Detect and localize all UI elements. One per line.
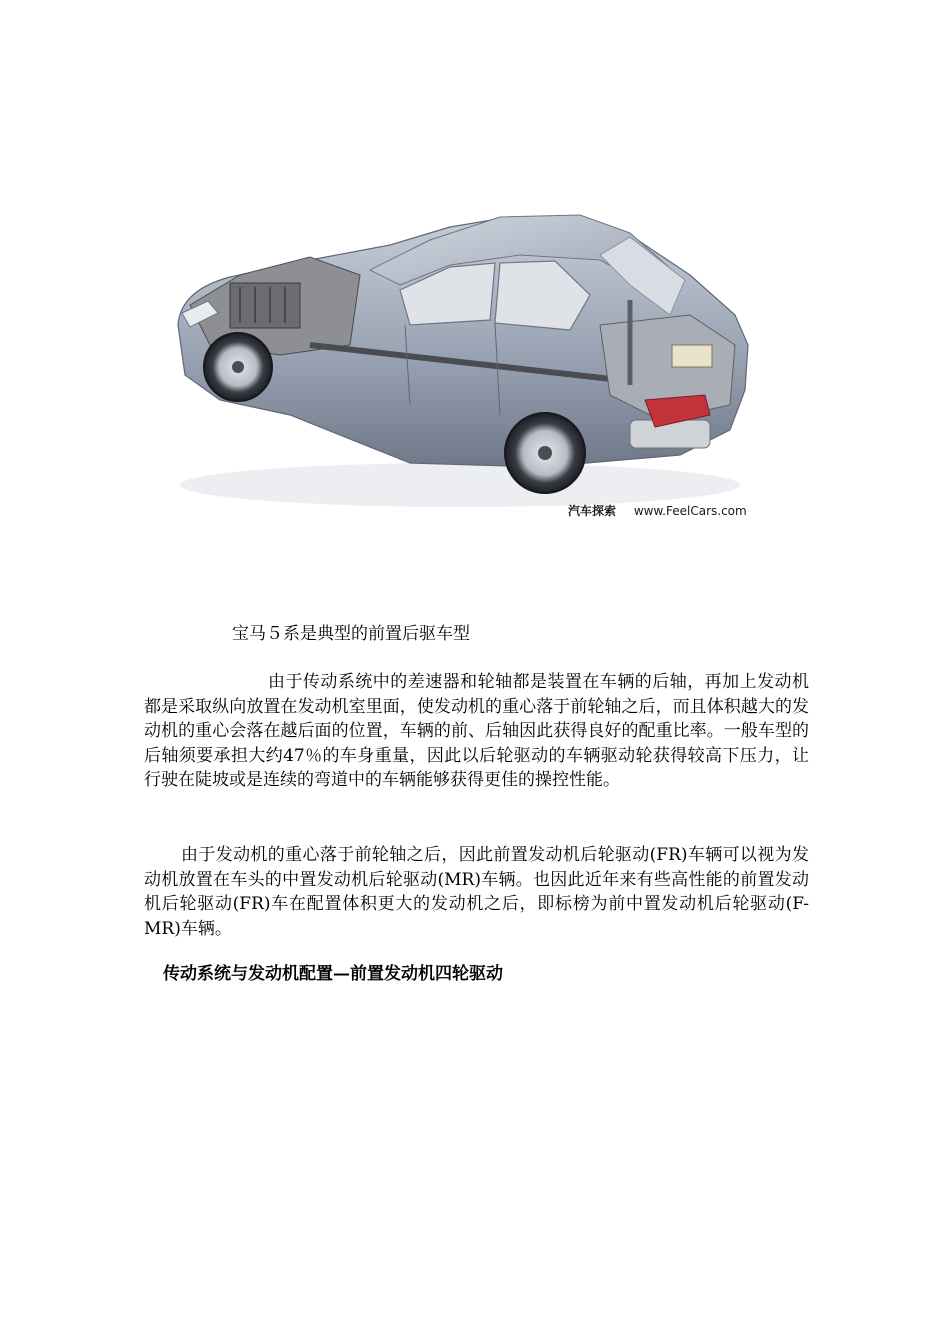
watermark-url: www.FeelCars.com bbox=[633, 504, 747, 518]
body-paragraph-1: 由于传动系统中的差速器和轮轴都是装置在车辆的后轴，再加上发动机都是采取纵向放置在发动机室里面，使发动机的重心落于前轮轴之后，而且体积越大的发动机的重心会落在越后面的位置，车辆的前、后轴因此获得良好的配重比率。一般车型的后轴须要承担大约47％的车身重量，因此以后轮驱动的车辆驱动轮获得较高下压力，让行驶在陡坡或是连续的弯道中的车辆能够获得更佳的操控性能。 bbox=[144, 672, 809, 791]
car-cutaway-figure bbox=[160, 205, 770, 525]
car-cutaway-illustration bbox=[160, 205, 770, 525]
section-heading: 传动系统与发动机配置—前置发动机四轮驱动 bbox=[163, 964, 503, 984]
ground-shadow bbox=[180, 463, 740, 507]
battery bbox=[672, 345, 712, 367]
figure-caption: 宝马５系是典型的前置后驱车型 bbox=[232, 624, 470, 644]
rear-wheel-hub bbox=[538, 446, 552, 460]
front-wheel-hub bbox=[232, 361, 244, 373]
image-watermark bbox=[568, 502, 747, 519]
watermark-site-name: 汽车探索 bbox=[568, 504, 617, 518]
body-paragraph-2: 由于发动机的重心落于前轮轴之后，因此前置发动机后轮驱动(FR)车辆可以视为发动机放置在车头的中置发动机后轮驱动(MR)车辆。也因此近年来有些高性能的前置发动机后轮驱动(FR)车在配置体积更大的发动机之后，即标榜为前中置发动机后轮驱动(F-MR)车辆。 bbox=[144, 845, 809, 939]
